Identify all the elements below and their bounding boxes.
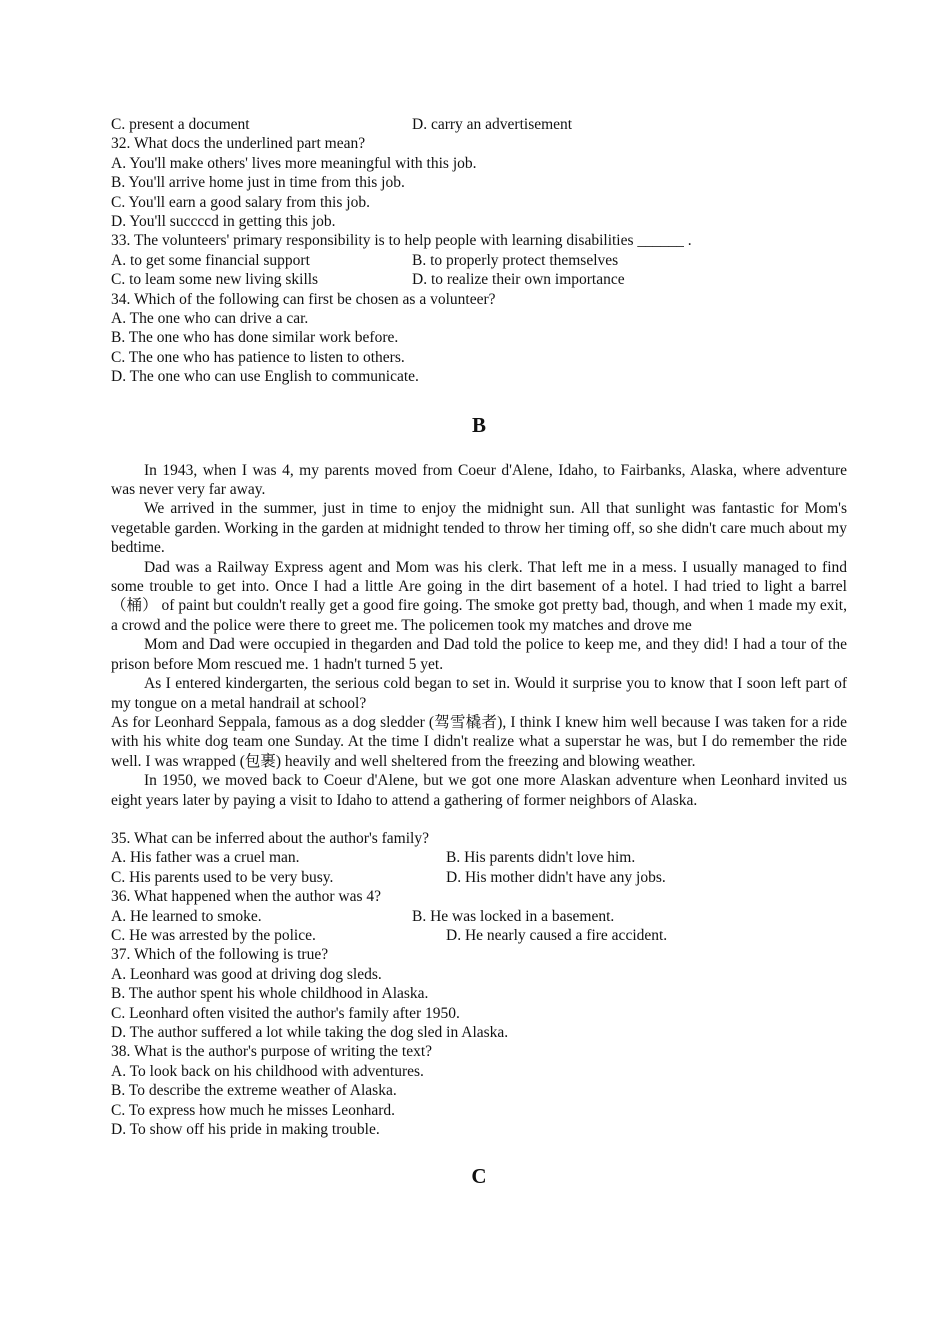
q38-option-a: A. To look back on his childhood with adventures. — [111, 1062, 424, 1080]
q32-option-d: D. You'll succccd in getting this job. — [111, 213, 336, 231]
q34-stem: 34. Which of the following can first be chosen as a volunteer? — [111, 290, 496, 308]
q33-stem: 33. The volunteers' primary responsibility is to help people with learning disabilities ______ . — [111, 232, 692, 250]
q36-stem: 36. What happened when the author was 4? — [111, 888, 382, 906]
q38-option-d: D. To show off his pride in making trouble. — [111, 1120, 380, 1138]
passage-b-paragraph: As for Leonhard Seppala, famous as a dog sledder (驾雪橇者), I think I knew him well because I was taken for a ride with his white dog team one Sunday. At the time I didn't realize what a superstar he was, but I do remember the ride well. I was wrapped (包裹) heavily and well sheltered from the freezing and blowing weather. — [111, 713, 847, 770]
q37-option-a: A. Leonhard was good at driving dog sleds. — [111, 965, 382, 983]
passage-b-paragraph: In 1950, we moved back to Coeur d'Alene, but we got one more Alaskan adventure when Leonhard invited us eight years later by paying a visit to Idaho to attend a gathering of former neighbors of Alaska. — [111, 772, 847, 809]
q32-option-b: B. You'll arrive home just in time from this job. — [111, 174, 405, 192]
passage-b-paragraph: In 1943, when I was 4, my parents moved from Coeur d'Alene, Idaho, to Fairbanks, Alaska, where adventure was never very far away. — [111, 461, 847, 499]
q32-option-c: C. You'll earn a good salary from this job. — [111, 193, 370, 211]
passage-b-paragraph: We arrived in the summer, just in time to enjoy the midnight sun. All that sunlight was fantastic for Mom's vegetable garden. Working in the garden at midnight tended to throw her timing off, so she didn't care much about my bedtime. — [111, 500, 847, 557]
q37-option-c: C. Leonhard often visited the author's family after 1950. — [111, 1004, 460, 1022]
q38-option-c: C. To express how much he misses Leonhard. — [111, 1101, 396, 1119]
q37-stem: 37. Which of the following is true? — [111, 946, 329, 964]
q31-option-d: D. carry an advertisement — [412, 116, 573, 133]
q31-option-c: C. present a document — [111, 116, 250, 133]
q33-option-c: C. to leam some new living skills — [111, 271, 319, 289]
q37-option-b: B. The author spent his whole childhood in Alaska. — [111, 985, 429, 1003]
q35-options-cd — [111, 868, 847, 887]
q34-option-b: B. The one who has done similar work before. — [111, 329, 399, 347]
q32-stem: 32. What docs the underlined part mean? — [111, 135, 366, 153]
q35-options-ab — [111, 848, 847, 867]
q38-option-b: B. To describe the extreme weather of Alaska. — [111, 1082, 397, 1100]
q35-option-c: C. His parents used to be very busy. — [111, 868, 334, 886]
passage-b-paragraph: Mom and Dad were occupied in thegarden and Dad told the police to keep me, and they did! I had a tour of the prison before Mom rescued me. 1 hadn't turned 5 yet. — [111, 636, 847, 673]
q35-option-a: A. His father was a cruel man. — [111, 849, 300, 867]
passage-b-paragraph: Dad was a Railway Express agent and Mom was his clerk. That left me in a mess. I usually managed to find some trouble to get into. Once I had a little Are going in the dirt basement of a hotel. I had tried to light a barrel（桶） of paint but couldn't really get a good fire going. The smoke got pretty bad, though, and when 1 made my exit, a crowd and the police were there to greet me. The policemen took my matches and drove me — [111, 558, 847, 634]
q36-options-cd — [111, 926, 847, 945]
q35-stem: 35. What can be inferred about the author's family? — [111, 829, 429, 847]
q33-option-b: B. to properly protect themselves — [412, 251, 619, 269]
q33-option-d: D. to realize their own importance — [412, 271, 625, 289]
q33-options-ab — [111, 251, 847, 270]
section-b-heading: B — [471, 412, 486, 437]
q34-option-d: D. The one who can use English to communicate. — [111, 368, 419, 386]
q36-option-c: C. He was arrested by the police. — [111, 926, 316, 944]
q35-option-b: B. His parents didn't love him. — [446, 849, 636, 867]
document-content — [111, 115, 847, 1191]
q36-option-d: D. He nearly caused a fire accident. — [446, 926, 668, 944]
q35-option-d: D. His mother didn't have any jobs. — [446, 868, 666, 886]
q38-stem: 38. What is the author's purpose of writing the text? — [111, 1043, 433, 1061]
q37-option-d: D. The author suffered a lot while taking the dog sled in Alaska. — [111, 1023, 509, 1041]
q34-option-a: A. The one who can drive a car. — [111, 310, 309, 328]
q32-option-a: A. You'll make others' lives more meaningful with this job. — [111, 154, 477, 172]
section-c-heading: C — [471, 1164, 487, 1189]
q36-option-a: A. He learned to smoke. — [111, 907, 262, 925]
q36-option-b: B. He was locked in a basement. — [412, 907, 615, 925]
q34-option-c: C. The one who has patience to listen to others. — [111, 348, 405, 366]
q33-option-a: A. to get some financial support — [111, 251, 310, 269]
q36-options-ab — [111, 907, 847, 926]
q33-options-cd — [111, 270, 847, 289]
q31-options-cd — [111, 115, 847, 134]
passage-b-paragraph: As I entered kindergarten, the serious cold began to set in. Would it surprise you to know that I soon left part of my tongue on a metal handrail at school? — [111, 675, 847, 712]
